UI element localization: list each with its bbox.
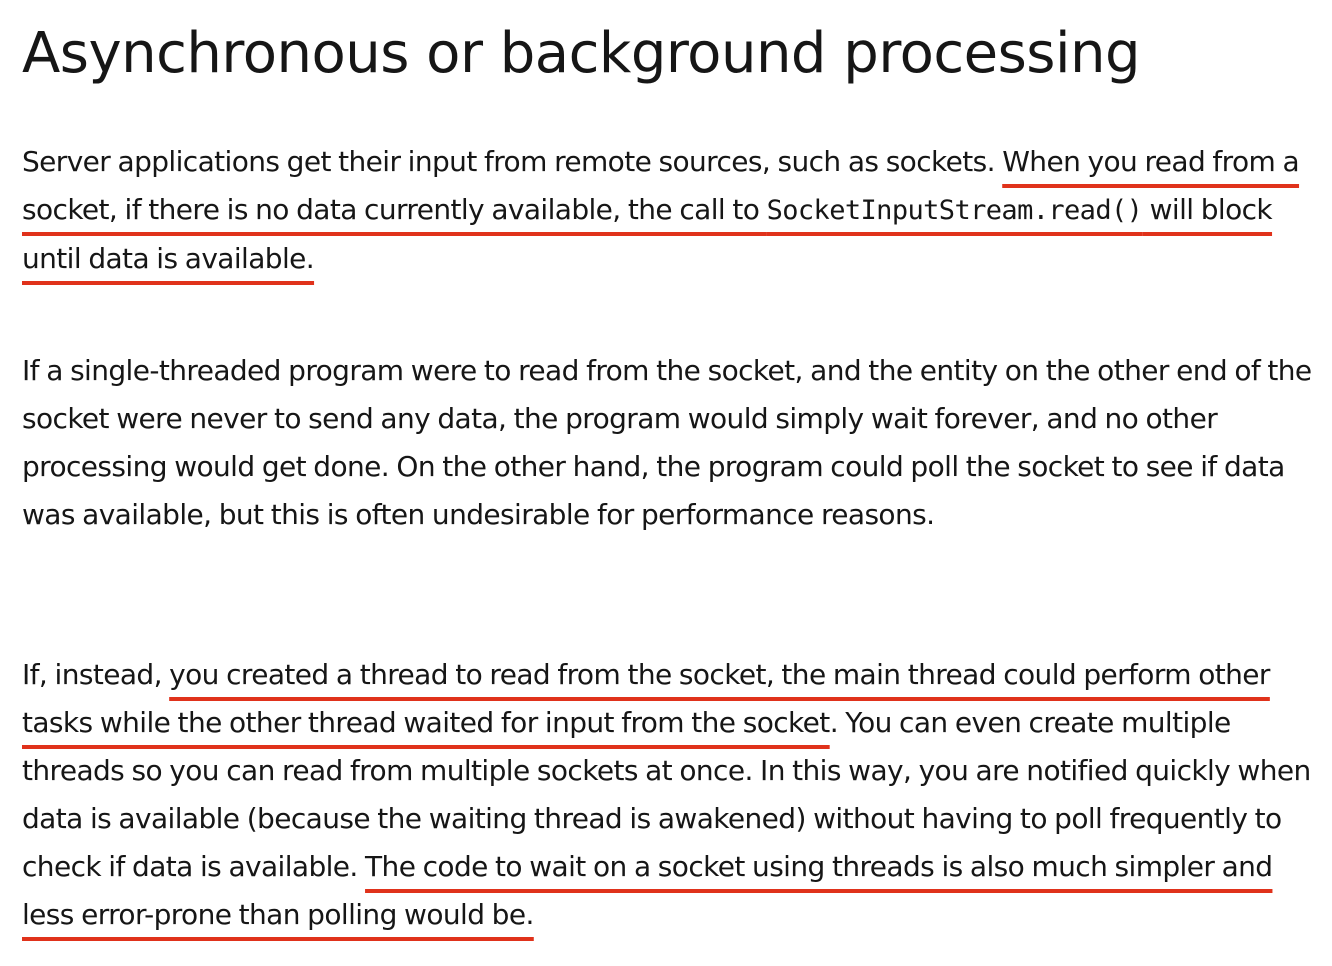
paragraph-threads (22, 651, 1312, 939)
paragraph-lead-text: If, instead, (22, 658, 170, 691)
paragraph-sockets-intro (22, 138, 1312, 283)
paragraph-lead-text: Server applications get their input from remote sources, such as sockets. (22, 145, 1003, 178)
highlighted-text-part: will block until data is available. (22, 193, 1273, 275)
code-snippet: SocketInputStream.read() (766, 195, 1143, 226)
section-heading: Asynchronous or background processing (22, 21, 1141, 86)
highlighted-text: The code to wait on a socket using threads is also much simpler and less error-prone than polling would be. (22, 850, 1273, 931)
highlighted-text-part: When you read from a socket, if there is no data currently available, the call to (22, 145, 1300, 226)
paragraph-body-text: . You can even create multiple threads so you can read from multiple sockets at once. In this way, you are notified quickly when data is available (because the waiting thread is awakened) without having to poll frequently to check if data is available. (22, 706, 1311, 883)
highlighted-text: you created a thread to read from the socket, the main thread could perform other tasks while the other thread waited for input from the socket (22, 658, 1270, 739)
paragraph-single-threaded: If a single-threaded program were to read from the socket, and the entity on the other end of the socket were never to send any data, the program would simply wait forever, and no other processing would get done. On the other hand, the program could poll the socket to see if data was available, but this is often undesirable for performance reasons. (22, 354, 1312, 531)
